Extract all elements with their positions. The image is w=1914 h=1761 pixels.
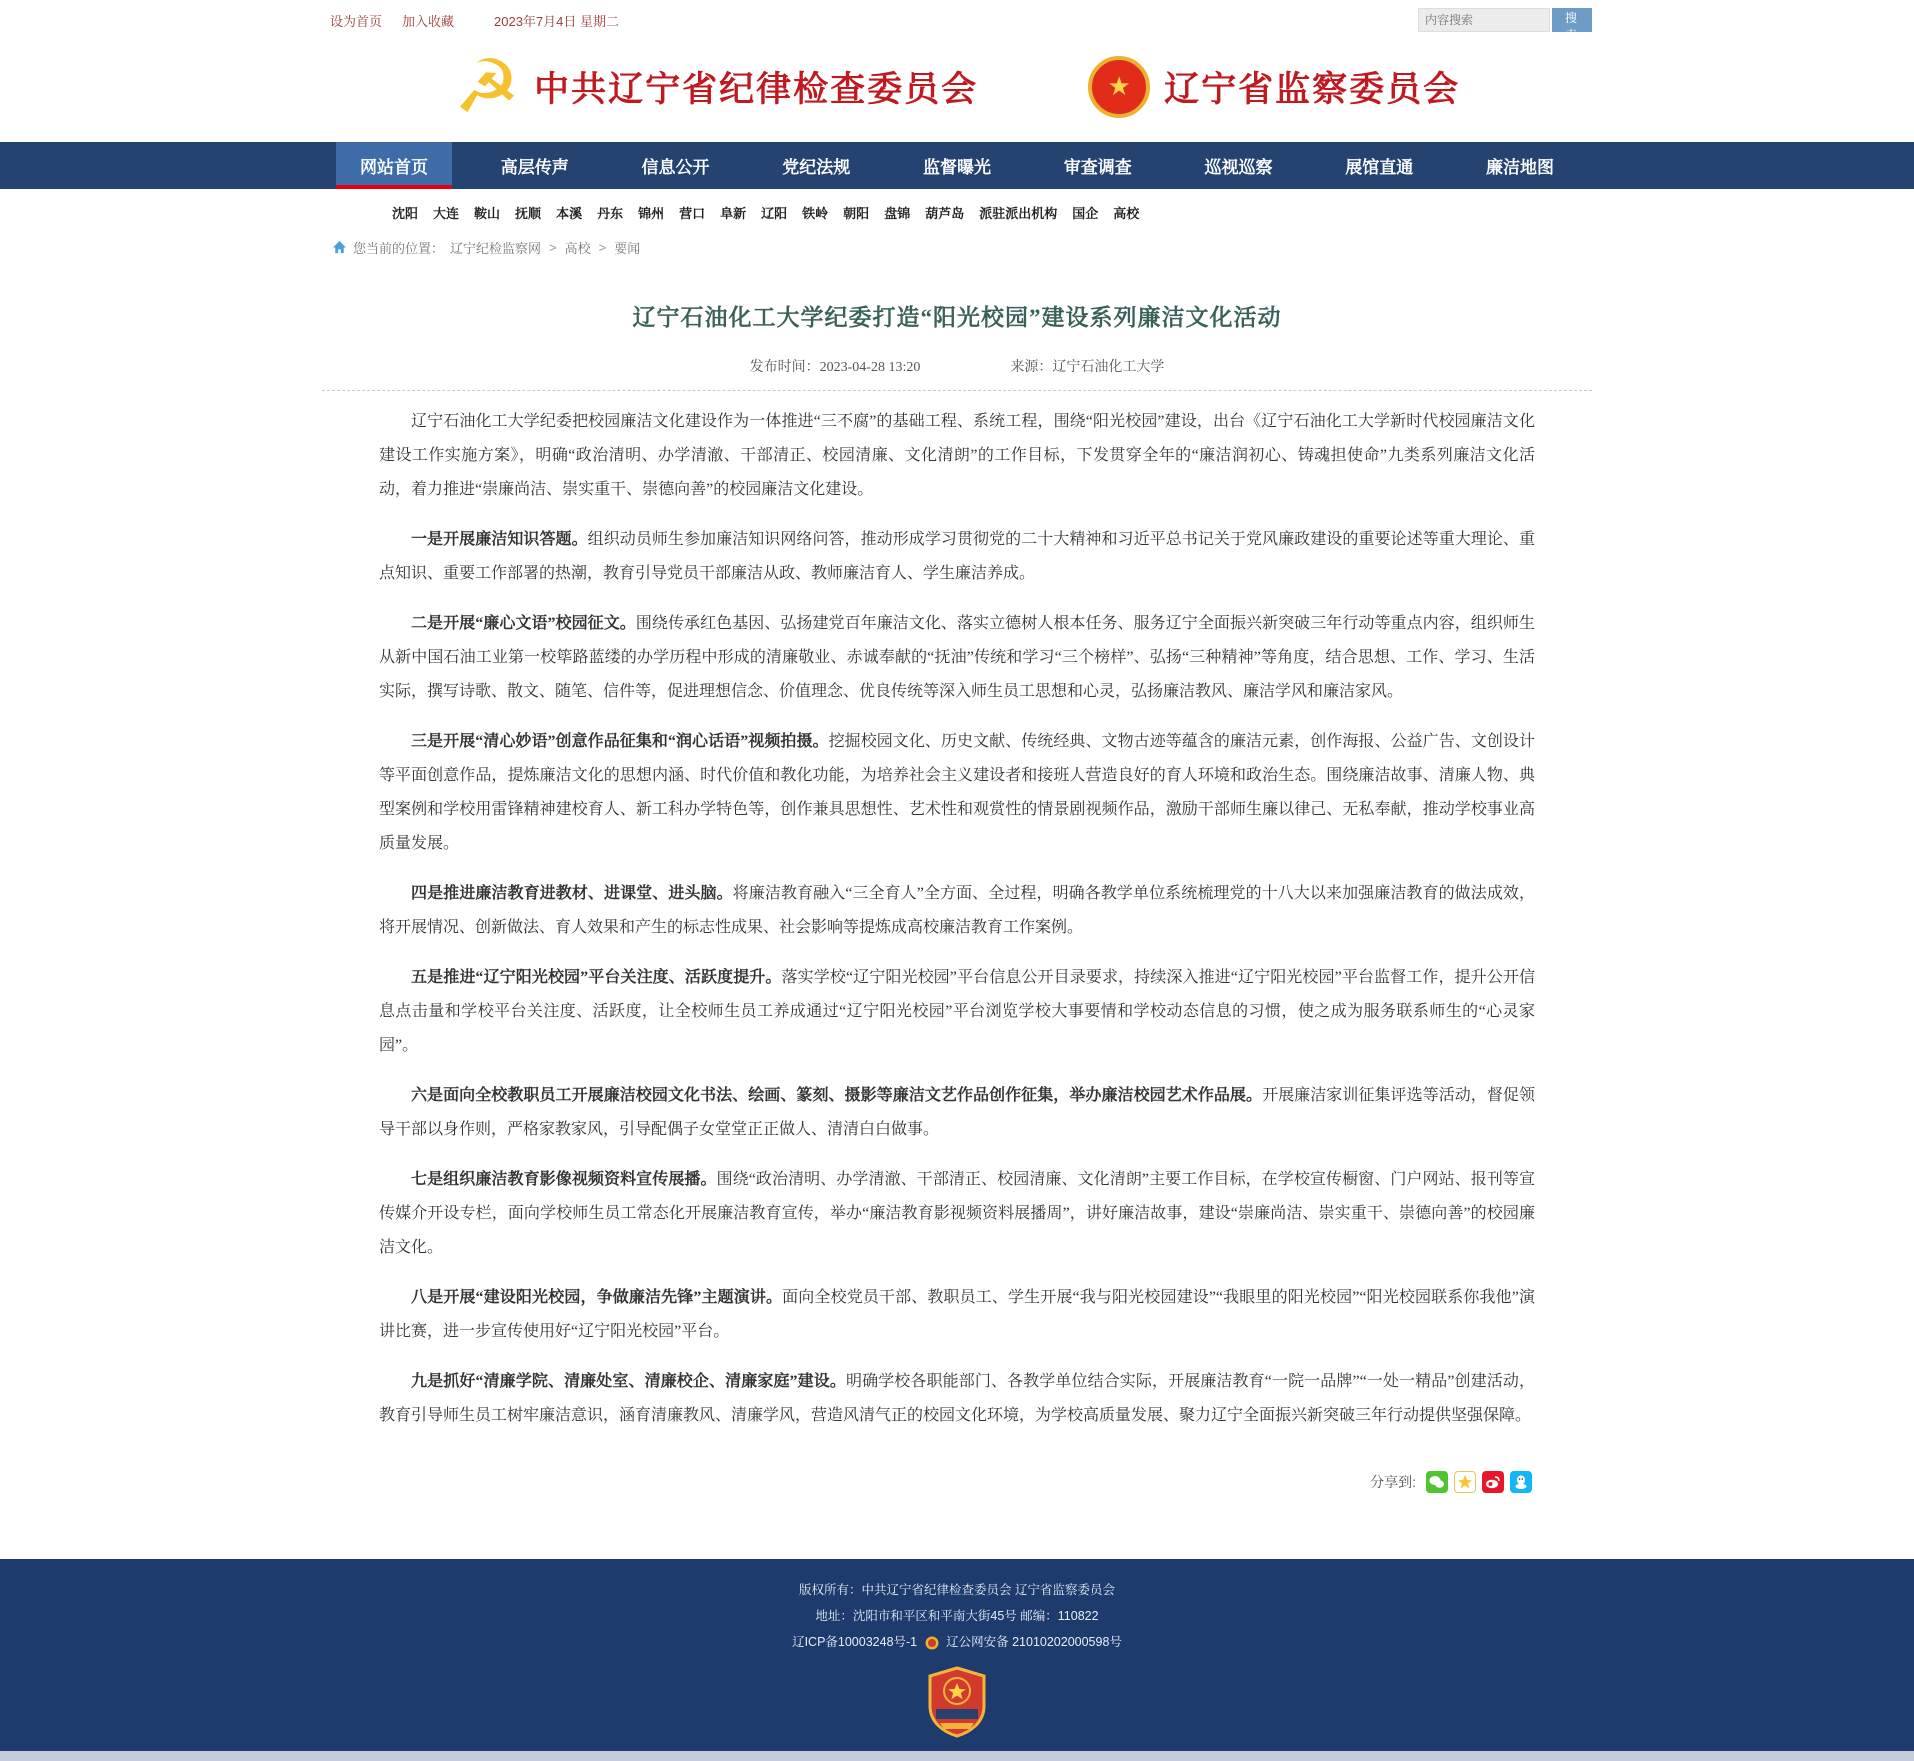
region-link[interactable]: 丹东 <box>597 206 624 221</box>
region-link[interactable]: 高校 <box>1113 206 1140 221</box>
region-link[interactable]: 鞍山 <box>474 206 501 221</box>
region-link[interactable]: 沈阳 <box>392 206 419 221</box>
weibo-share-icon[interactable] <box>1482 1471 1504 1493</box>
nav-item[interactable]: 监督曝光 <box>923 158 991 177</box>
home-icon <box>332 240 347 255</box>
discipline-commission-name: 中共辽宁省纪律检查委员会 <box>534 70 979 109</box>
article-paragraph <box>379 1281 1535 1349</box>
paragraph-lead: 八是开展“建设阳光校园，争做廉洁先锋”主题演讲。 <box>411 1289 783 1306</box>
footer-registration <box>0 1629 1914 1655</box>
paragraph-lead: 一是开展廉洁知识答题。 <box>411 531 588 548</box>
paragraph-text: 开展廉洁家训征集评选等活动，督促领导干部以身作则，严格家教家风，引导配偶子女堂堂正正做人、清清白白做事。 <box>379 1087 1535 1138</box>
top-links <box>322 11 619 30</box>
footer-address: 地址：沈阳市和平区和平南大街45号 邮编：110822 <box>815 1609 1099 1623</box>
share-label: 分享到: <box>1370 1474 1416 1490</box>
nav-item[interactable]: 展馆直通 <box>1345 158 1414 177</box>
region-link[interactable]: 国企 <box>1072 206 1099 221</box>
nav-item[interactable]: 网站首页 <box>336 142 452 189</box>
qq-share-icon[interactable] <box>1510 1471 1532 1493</box>
publish-time: 发布时间：2023-04-28 13:20 <box>749 360 921 375</box>
region-link[interactable]: 派驻派出机构 <box>979 206 1058 221</box>
footer-psb[interactable]: 辽公网安备 21010202000598号 <box>946 1635 1122 1649</box>
nav-item[interactable]: 巡视巡察 <box>1204 158 1273 177</box>
article-source: 来源：辽宁石油化工大学 <box>1010 360 1165 375</box>
paragraph-lead: 六是面向全校教职员工开展廉洁校园文化书法、绘画、篆刻、摄影等廉洁文艺作品创作征集，举办廉洁校园艺术作品展。 <box>411 1087 1263 1104</box>
paragraph-text: 围绕“政治清明、办学清澈、干部清正、校园清廉、文化清朗”主要工作目标，在学校宣传橱窗、门户网站、报刊等宣传媒介开设专栏，面向学校师生员工常态化开展廉洁教育宣传，举办“廉洁教育影视频资料展播周”，讲好廉洁故事，建设“崇廉尚洁、崇实重干、崇德向善”的校园廉洁文化。 <box>379 1171 1535 1256</box>
region-link[interactable]: 阜新 <box>720 206 747 221</box>
breadcrumb-site-link[interactable]: 辽宁纪检监察网 <box>450 241 542 256</box>
breadcrumb <box>0 226 1914 257</box>
supervisory-commission-name: 辽宁省监察委员会 <box>1164 70 1461 109</box>
paragraph-lead: 二是开展“廉心文语”校园征文。 <box>411 615 636 632</box>
article-paragraph <box>379 961 1535 1063</box>
paragraph-text: 辽宁石油化工大学纪委把校园廉洁文化建设作为一体推进“三不腐”的基础工程、系统工程，围绕“阳光校园”建设，出台《辽宁石油化工大学新时代校园廉洁文化建设工作实施方案》，明确“政治清明、办学清澈、干部清正、校园清廉、文化清朗”的工作目标，下发贯穿全年的“廉洁润初心、铸魂担使命”九类系列廉洁文化活动，着力推进“崇廉尚洁、崇实重干、崇德向善”的校园廉洁文化建设。 <box>379 413 1535 498</box>
set-homepage-link[interactable]: 设为首页 <box>330 13 383 29</box>
region-link[interactable]: 抚顺 <box>515 206 542 221</box>
national-emblem-icon: ★ <box>1088 56 1150 118</box>
paragraph-lead: 三是开展“清心妙语”创意作品征集和“润心话语”视频拍摄。 <box>411 733 829 750</box>
article-paragraph <box>379 607 1535 709</box>
article-paragraph <box>379 725 1535 861</box>
public-security-badge-icon <box>925 1636 939 1650</box>
search-button[interactable]: 搜 索 <box>1552 8 1592 32</box>
nav-item[interactable]: 高层传声 <box>500 158 569 177</box>
footer-copyright: 版权所有：中共辽宁省纪律检查委员会 辽宁省监察委员会 <box>799 1583 1115 1597</box>
nav-item[interactable]: 信息公开 <box>641 158 710 177</box>
paragraph-text: 将廉洁教育融入“三全育人”全方面、全过程，明确各教学单位系统梳理党的十八大以来加强廉洁教育的做法成效，将开展情况、创新做法、育人效果和产生的标志性成果、社会影响等提炼成高校廉洁教育工作案例。 <box>379 885 1535 936</box>
region-link[interactable]: 盘锦 <box>884 206 911 221</box>
paragraph-lead: 五是推进“辽宁阳光校园”平台关注度、活跃度提升。 <box>411 969 782 986</box>
article-paragraph <box>379 1079 1535 1147</box>
breadcrumb-separator: > <box>598 240 607 255</box>
masthead <box>0 36 1914 142</box>
paragraph-lead: 七是组织廉洁教育影像视频资料宣传展播。 <box>411 1171 717 1188</box>
region-link[interactable]: 铁岭 <box>802 206 829 221</box>
article-paragraph <box>379 1163 1535 1265</box>
nav-item[interactable]: 审查调查 <box>1063 158 1132 177</box>
region-link[interactable]: 营口 <box>679 206 706 221</box>
bottom-strip <box>0 1751 1914 1761</box>
breadcrumb-page-link[interactable]: 要闻 <box>614 241 641 256</box>
article-title: 辽宁石油化工大学纪委打造“阳光校园”建设系列廉洁文化活动 <box>632 305 1282 330</box>
add-favorite-link[interactable]: 加入收藏 <box>402 13 455 29</box>
footer <box>0 1559 1914 1761</box>
article-container <box>322 299 1592 1503</box>
top-bar <box>0 0 1914 42</box>
discipline-commission-logo <box>453 44 979 130</box>
qzone-share-icon[interactable] <box>1454 1471 1476 1493</box>
nav-item[interactable]: 党纪法规 <box>782 158 851 177</box>
region-link[interactable]: 本溪 <box>556 206 583 221</box>
main-navigation <box>0 142 1914 189</box>
current-date: 2023年7月4日 星期二 <box>494 13 620 29</box>
wechat-share-icon[interactable] <box>1426 1471 1448 1493</box>
supervisory-commission-logo <box>1088 56 1460 118</box>
search-box <box>1418 8 1592 42</box>
nav-item[interactable]: 廉洁地图 <box>1486 158 1554 177</box>
breadcrumb-prefix: 您当前的位置： <box>353 241 445 256</box>
search-input[interactable] <box>1418 8 1550 32</box>
article-paragraph <box>379 877 1535 945</box>
paragraph-lead: 四是推进廉洁教育进教材、进课堂、进头脑。 <box>411 885 733 902</box>
article-paragraph <box>379 405 1535 507</box>
region-link[interactable]: 大连 <box>433 206 460 221</box>
article-paragraph <box>379 523 1535 591</box>
region-link[interactable]: 朝阳 <box>843 206 870 221</box>
paragraph-text: 明确学校各职能部门、各教学单位结合实际，开展廉洁教育“一院一品牌”“一处一精品”创建活动，教育引导师生员工树牢廉洁意识，涵育清廉教风、清廉学风，营造风清气正的校园文化环境，为学校高质量发展、聚力辽宁全面振兴新突破三年行动提供坚强保障。 <box>379 1373 1535 1424</box>
region-link[interactable]: 葫芦岛 <box>925 206 965 221</box>
paragraph-text: 挖掘校园文化、历史文献、传统经典、文物古迹等蕴含的廉洁元素，创作海报、公益广告、文创设计等平面创意作品，提炼廉洁文化的思想内涵、时代价值和教化功能，为培养社会主义建设者和接班人营造良好的育人环境和政治生态。围绕廉洁故事、清廉人物、典型案例和学校用雷锋精神建校育人、新工科办学特色等，创作兼具思想性、艺术性和观赏性的情景剧视频作品，激励干部师生廉以律己、无私奉献，推动学校事业高质量发展。 <box>379 733 1535 852</box>
breadcrumb-separator: > <box>549 240 557 255</box>
paragraph-text: 面向全校党员干部、教职员工、学生开展“我与阳光校园建设”“我眼里的阳光校园”“阳光校园联系你我他”演讲比赛，进一步宣传使用好“辽宁阳光校园”平台。 <box>379 1289 1535 1340</box>
article-paragraph <box>379 1365 1535 1433</box>
breadcrumb-section-link[interactable]: 高校 <box>564 241 591 256</box>
region-link[interactable]: 辽阳 <box>761 206 788 221</box>
footer-icp[interactable]: 辽ICP备10003248号-1 <box>792 1635 918 1649</box>
party-emblem-icon: ☭ <box>453 44 521 130</box>
paragraph-text: 落实学校“辽宁阳光校园”平台信息公开目录要求，持续深入推进“辽宁阳光校园”平台监督工作，提升公开信息点击量和学校平台关注度、活跃度，让全校师生员工养成通过“辽宁阳光校园”平台浏览学校大事要情和学校动态信息的习惯，使之成为服务联系师生的“心灵家园”。 <box>379 969 1535 1054</box>
paragraph-text: 组织动员师生参加廉洁知识网络问答，推动形成学习贯彻党的二十大精神和习近平总书记关于党风廉政建设的重要论述等重大理论、重点知识、重要工作部署的热潮，教育引导党员干部廉洁从政、教师廉洁育人、学生廉洁养成。 <box>379 531 1535 582</box>
paragraph-lead: 九是抓好“清廉学院、清廉处室、清廉校企、清廉家庭”建设。 <box>411 1373 846 1390</box>
discipline-inspection-emblem <box>924 1665 990 1739</box>
region-navigation <box>0 189 1914 226</box>
paragraph-text: 围绕传承红色基因、弘扬建党百年廉洁文化、落实立德树人根本任务、服务辽宁全面振兴新突破三年行动等重点内容，组织师生从新中国石油工业第一校筚路蓝缕的办学历程中形成的清廉敬业、赤诚奉献的“抚油”传统和学习“三个榜样”、弘扬“三种精神”等角度，结合思想、工作、学习、生活实际，撰写诗歌、散文、随笔、信件等，促进理想信念、价值理念、优良传统等深入师生员工思想和心灵，弘扬廉洁教风、廉洁学风和廉洁家风。 <box>379 615 1535 700</box>
share-row <box>322 1449 1592 1503</box>
region-link[interactable]: 锦州 <box>638 206 665 221</box>
article-meta <box>322 356 1592 376</box>
article-body <box>322 391 1592 1433</box>
